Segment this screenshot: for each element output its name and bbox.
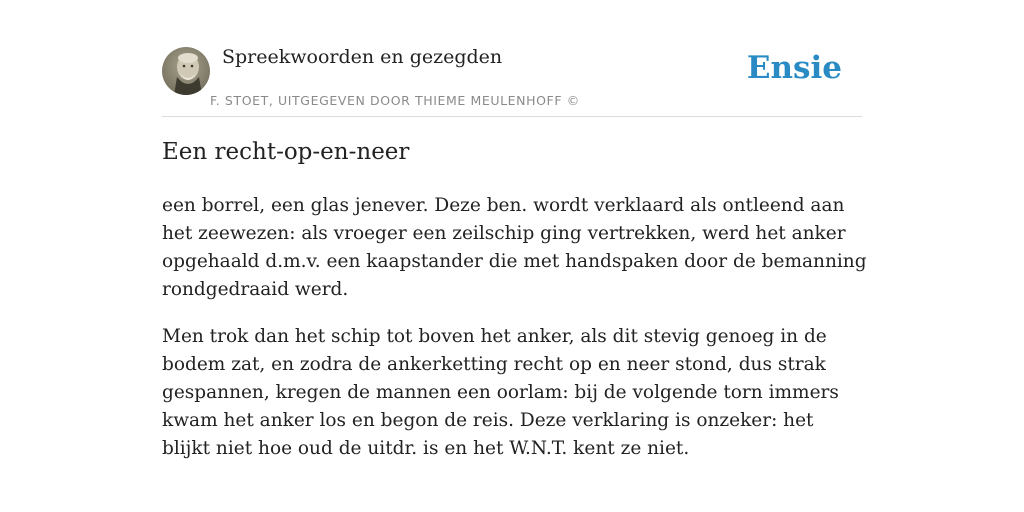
ensie-logo[interactable]: Ensie [746, 50, 842, 86]
entry-paragraph-2: Men trok dan het schip tot boven het anker, als dit stevig genoeg in de bodem zat, en zodra de ankerketting recht op en neer stond, dus strak gespannen, kregen de mannen een oorlam: bij de volgende torn immers kwam het anker los en begon de reis. Deze verklaring is onzeker: het blijkt niet hoe oud de uitdr. is en het W.N.T. kent ze niet. [162, 326, 839, 459]
source-header [162, 46, 862, 117]
portrait-image [162, 47, 210, 95]
entry-body [162, 192, 867, 482]
author-avatar[interactable] [162, 47, 210, 95]
entry-title: Een recht-op-en-neer [162, 139, 410, 165]
source-credit: F. STOET, UITGEGEVEN DOOR THIEME MEULENHOFF © [210, 93, 580, 108]
entry-paragraph-1: een borrel, een glas jenever. Deze ben. wordt verklaard als ontleend aan het zeewezen: als vroeger een zeilschip ging vertrekken, werd het anker opgehaald d.m.v. een kaapstander die met handspaken door de bemanning rondgedraaid werd. [162, 195, 867, 300]
source-title[interactable]: Spreekwoorden en gezegden [222, 46, 503, 68]
